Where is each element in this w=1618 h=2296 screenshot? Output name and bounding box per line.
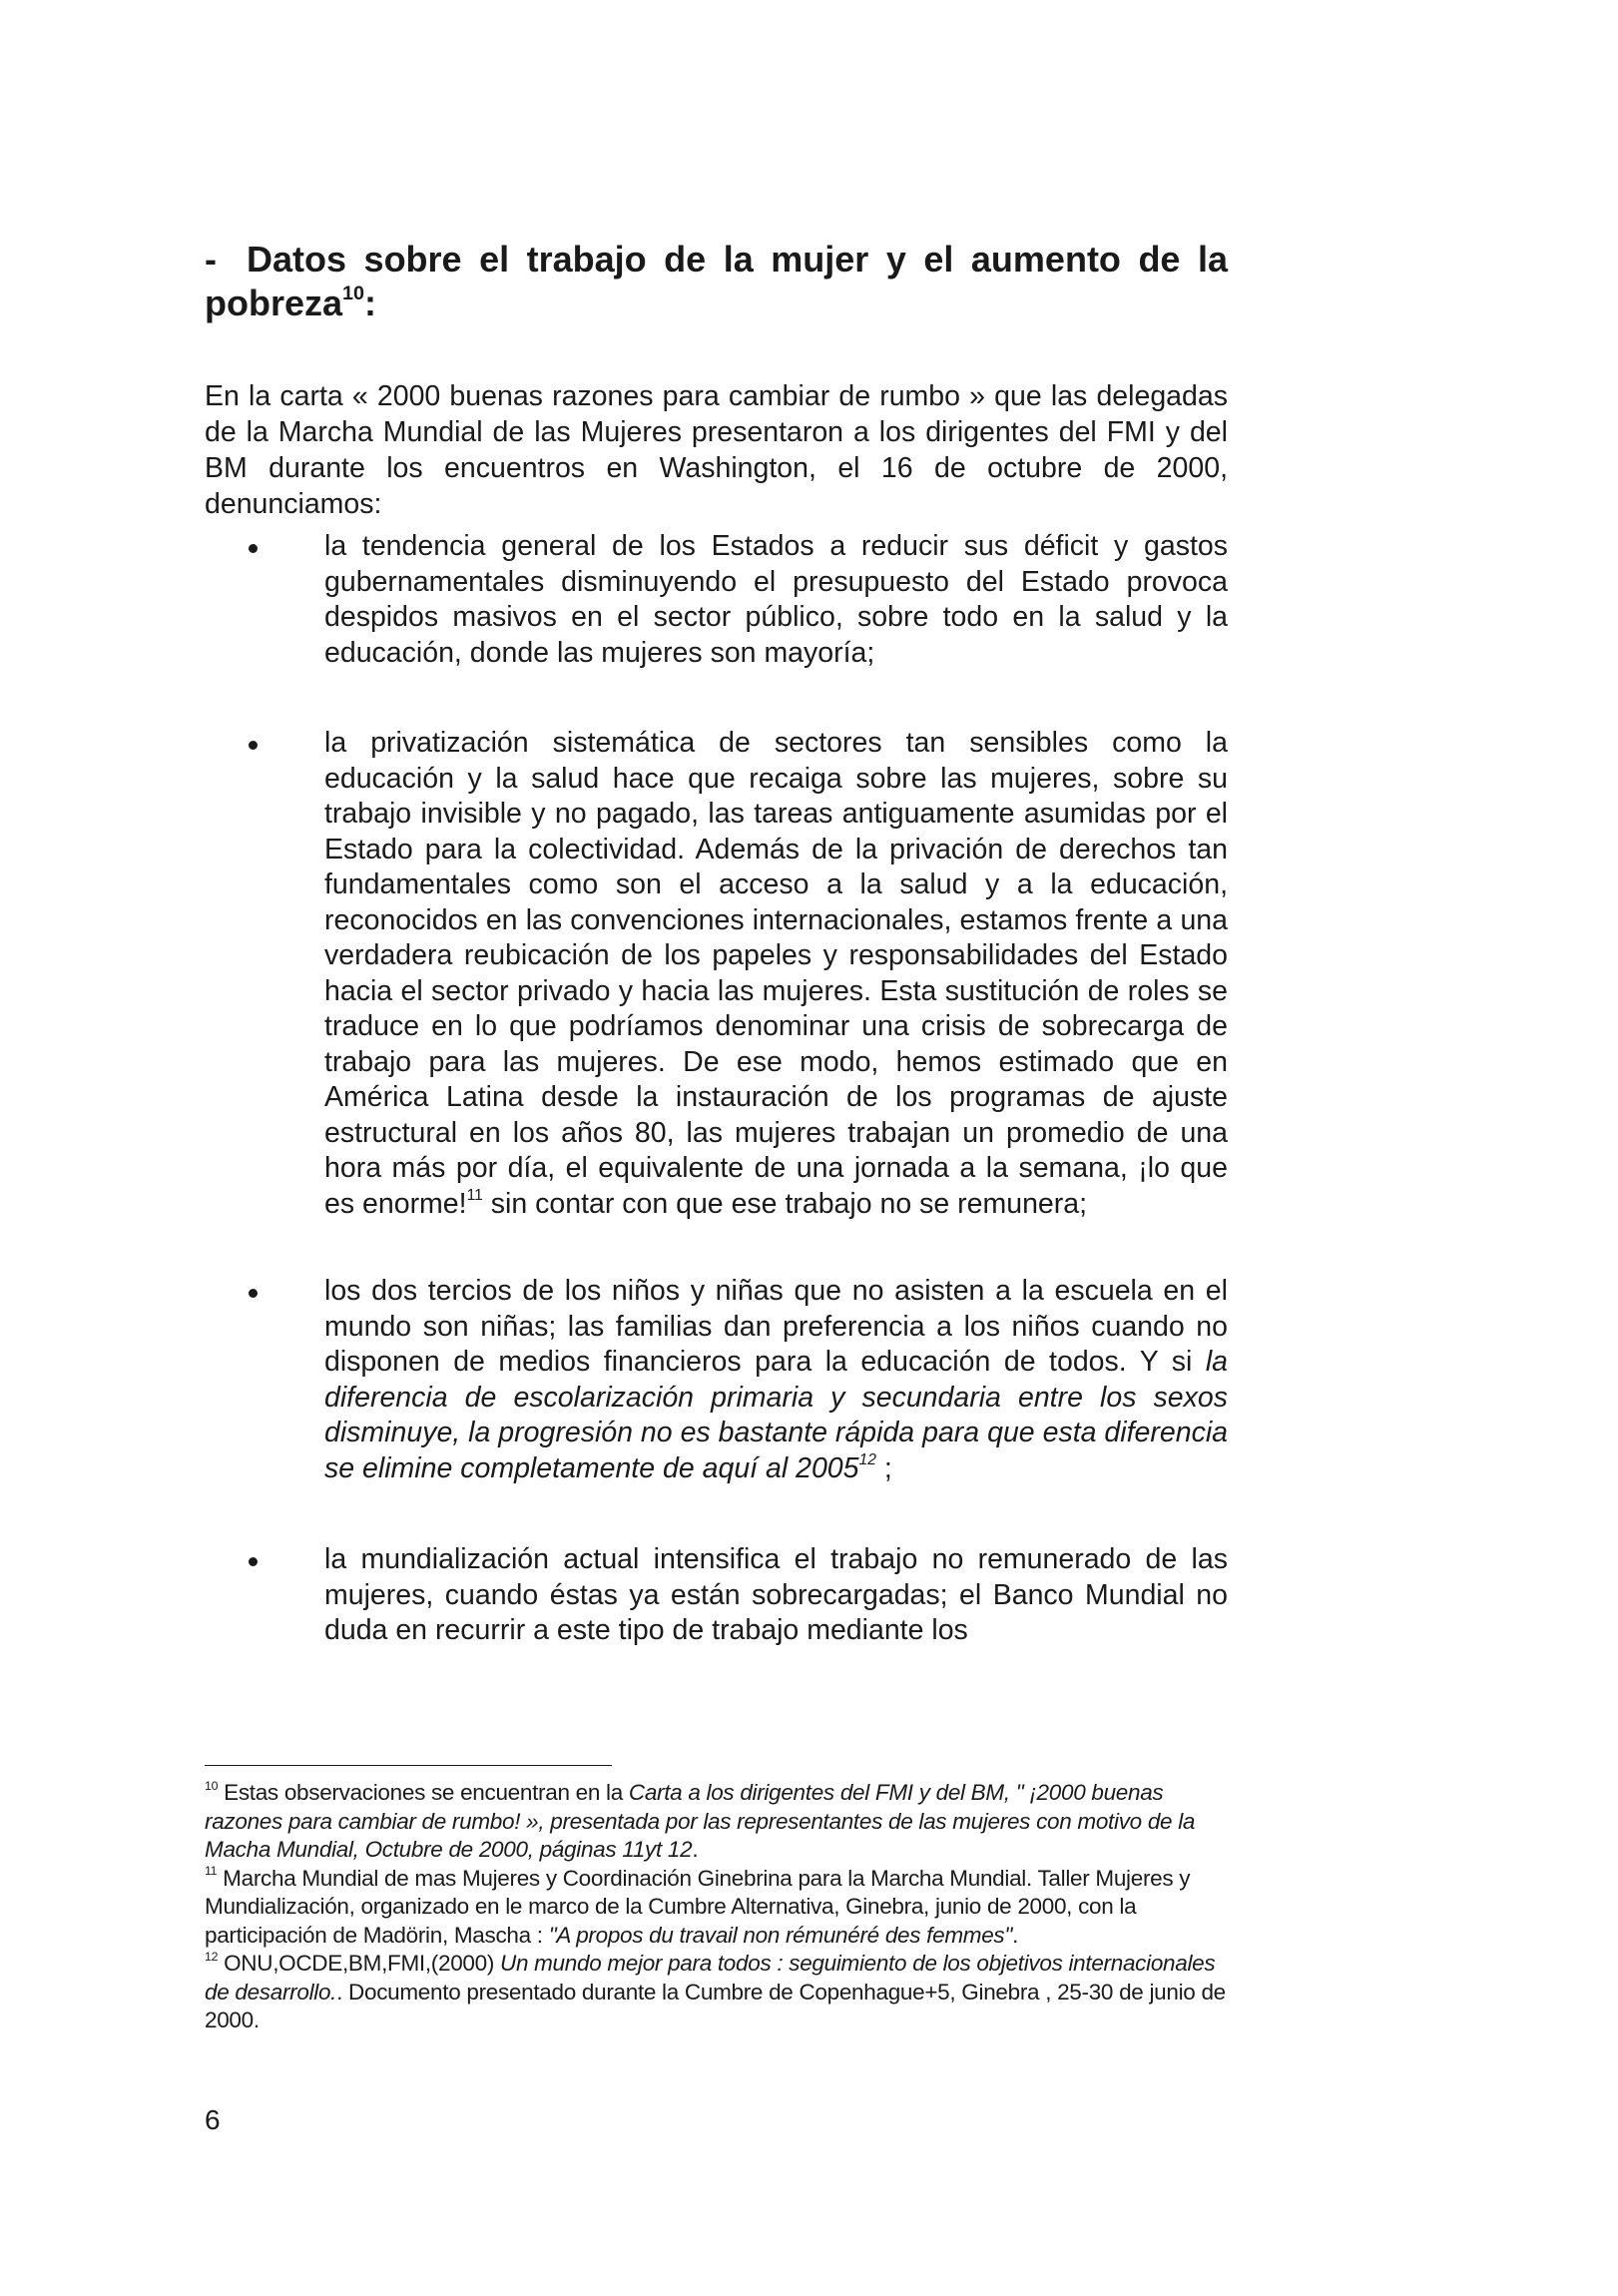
bullet-text: la tendencia general de los Estados a reducir sus déficit y gastos gubernamentales disminuyendo el presupuesto del Estado provoca despidos masivos en el sector público, sobre todo en la salud y la educación, donde las mujeres son mayoría; [324,530,1228,669]
heading-colon: : [364,283,377,323]
page-number: 6 [205,2104,221,2135]
footnote-ref-10[interactable]: 10 [342,283,365,305]
footnote-text: ONU,OCDE,BM,FMI,(2000) [218,1951,500,1976]
footnote-number: 12 [205,1949,219,1964]
intro-paragraph: En la carta « 2000 buenas razones para cambiar de rumbo » que las delegadas de la Marcha Mundial de las Mujeres presentaron a los dirigentes del FMI y del BM durante los encuentros en Washington, el 16 de octubre de 2000, denunciamos: [205,379,1228,520]
list-item [205,529,1228,671]
footnote-italic: Un mundo mejor para todos : seguimiento de los objetivos internacionales de desarrollo. [205,1951,1216,2005]
footnote-separator [205,1765,612,1766]
footnote-text: Estas observaciones se encuentran en la [218,1780,629,1805]
footnote-number: 10 [205,1778,219,1793]
list-item [205,1542,1228,1649]
bullet-text-continued: ; [875,1451,892,1484]
footnote-text-end: . Documento presentado durante la Cumbre de Copenhague+5, Ginebra , 25-30 de junio de 2000. [205,1979,1226,2032]
bullet-text: la privatización sistemática de sectores tan sensibles como la educación y la salud hace que recaiga sobre las mujeres, sobre su trabajo invisible y no pagado, las tareas antiguamente asumidas por el Estado para la colectividad. Además de la privación de derechos tan fundamentales como son el acceso a la salud y a la educación, reconocidos en las convenciones internacionales, estamos frente a una verdadera reubicación de los papeles y responsabilidades del Estado hacia el sector privado y hacia las mujeres. Esta sustitución de roles se traduce en lo que podríamos denominar una crisis de sobrecarga de trabajo para las mujeres. De ese modo, hemos estimado que en América Latina desde la instauración de los programas de ajuste estructural en los años 80, las mujeres trabajan un promedio de una hora más por día, el equivalente de una jornada a la semana, ¡lo que es enorme! [324,727,1228,1220]
bullet-dot-icon [249,741,258,750]
footnote-12 [205,1950,1233,2035]
section-heading [205,238,1228,325]
bullet-dot-icon [249,1557,258,1566]
footnotes [205,1779,1233,2035]
bullet-dot-icon [249,1289,258,1298]
footnote-ref-12[interactable]: 12 [858,1450,876,1468]
list-item [205,1274,1228,1486]
bullet-text: los dos tercios de los niños y niñas que no asisten a la escuela en el mundo son niñas; las familias dan preferencia a los niños cuando no disponen de medios financieros para la educación de todos. Y si [324,1275,1228,1378]
bullet-list [205,529,1228,1649]
bullet-text: la mundialización actual intensifica el trabajo no remunerado de las mujeres, cuando éstas ya están sobrecargadas; el Banco Mundial no duda en recurrir a este tipo de trabajo mediante los [324,1543,1228,1646]
bullet-dot-icon [249,544,258,553]
footnote-text: Marcha Mundial de mas Mujeres y Coordinación Ginebrina para la Marcha Mundial. Taller Mujeres y Mundialización, organizado en le marco de la Cumbre Alternativa, Ginebra, junio de 2000, con la participación de Madörin, Mascha : [205,1865,1191,1948]
footnote-10 [205,1779,1233,1865]
footnote-text-end: . [692,1837,699,1862]
bullet-italic-text: la diferencia de escolarización primaria y secundaria entre los sexos disminuye, la progresión no es bastante rápida para que esta diferencia se elimine completamente de aquí al 2005 [324,1346,1228,1484]
heading-dash: - [205,239,217,280]
bullet-text-continued: sin contar con que ese trabajo no se remunera; [482,1187,1088,1220]
list-item [205,726,1228,1222]
footnote-11 [205,1865,1233,1951]
footnote-italic: Carta a los dirigentes del FMI y del BM, " ¡2000 buenas razones para cambiar de rumbo! », presentada por las representantes de las mujeres con motivo de la Macha Mundial, Octubre de 2000, páginas 11yt 12 [205,1780,1196,1862]
footnote-number: 11 [205,1864,218,1879]
footnote-text-end: . [1012,1922,1019,1948]
footnote-italic: "A propos du travail non rémunéré des femmes" [548,1922,1013,1948]
footnote-ref-11[interactable]: 11 [466,1186,483,1204]
heading-text: Datos sobre el trabajo de la mujer y el aumento de la pobreza [205,239,1228,323]
